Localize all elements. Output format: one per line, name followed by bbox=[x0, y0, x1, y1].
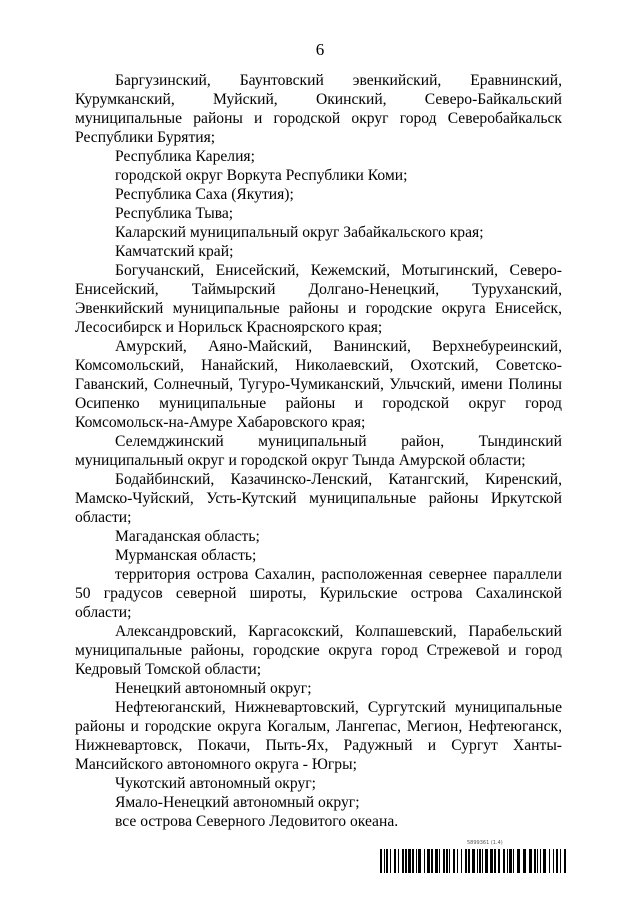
paragraph-sakhalin: территория острова Сахалин, расположенная севернее параллели 50 градусов северной широты, Курильские острова Сахалинской области; bbox=[75, 566, 562, 621]
paragraph-kamchatka: Камчатский край; bbox=[115, 243, 234, 260]
page-number: 6 bbox=[315, 40, 325, 59]
document-body bbox=[75, 71, 562, 831]
paragraph-kalarsky: Каларский муниципальный округ Забайкальского края; bbox=[115, 224, 484, 241]
document-code: 5899361 (1.4) bbox=[467, 840, 503, 846]
paragraph-khmao: Нефтеюганский, Нижневартовский, Сургутский муниципальные районы и городские округа Когалым, Лангепас, Мегион, Нефтеюганск, Нижневартовск, Покачи, Пыть-Ях, Радужный и Сургут Ханты-Мансийского автономного округа - Югры; bbox=[75, 699, 562, 773]
paragraph-krasnoyarsk: Богучанский, Енисейский, Кежемский, Мотыгинский, Северо-Енисейский, Таймырский Долгано-Ненецкий, Туруханский, Эвенкийский муниципальные районы и городские округа Енисейск, Лесосибирск и Норильск Красноярского края; bbox=[75, 262, 562, 336]
paragraph-amur: Селемджинский муниципальный район, Тындинский муниципальный округ и городской округ Тында Амурской области; bbox=[75, 433, 562, 469]
paragraph-chukotka: Чукотский автономный округ; bbox=[115, 775, 316, 792]
paragraph-tyva: Республика Тыва; bbox=[115, 205, 234, 222]
paragraph-tomsk: Александровский, Каргасокский, Колпашевский, Парабельский муниципальные районы, городские округа город Стрежевой и город Кедровый Томской области; bbox=[75, 623, 562, 678]
paragraph-murmansk: Мурманская область; bbox=[115, 547, 257, 564]
paragraph-irkutsk: Бодайбинский, Казачинско-Ленский, Катангский, Киренский, Мамско-Чуйский, Усть-Кутский муниципальные районы Иркутской области; bbox=[75, 471, 562, 526]
paragraph-vorkuta: городской округ Воркута Республики Коми; bbox=[115, 167, 408, 184]
paragraph-sakha: Республика Саха (Якутия); bbox=[115, 186, 294, 203]
barcode bbox=[380, 849, 568, 873]
paragraph-nenets: Ненецкий автономный округ; bbox=[115, 680, 312, 697]
paragraph-karelia: Республика Карелия; bbox=[115, 148, 255, 165]
paragraph-yamal: Ямало-Ненецкий автономный округ; bbox=[115, 794, 360, 811]
paragraph-arctic-islands: все острова Северного Ледовитого океана. bbox=[115, 813, 399, 830]
paragraph-buryatia: Баргузинский, Баунтовский эвенкийский, Еравнинский, Курумканский, Муйский, Окинский, Северо-Байкальский муниципальные районы и городской округ город Северобайкальск Республики Бурятия; bbox=[75, 72, 562, 146]
paragraph-magadan: Магаданская область; bbox=[115, 528, 260, 545]
paragraph-khabarovsk: Амурский, Аяно-Майский, Ванинский, Верхнебуреинский, Комсомольский, Нанайский, Николаевский, Охотский, Советско-Гаванский, Солнечный, Тугуро-Чумиканский, Ульчский, имени Полины Осипенко муниципальные районы и городской округ город Комсомольск-на-Амуре Хабаровского края; bbox=[75, 338, 562, 431]
